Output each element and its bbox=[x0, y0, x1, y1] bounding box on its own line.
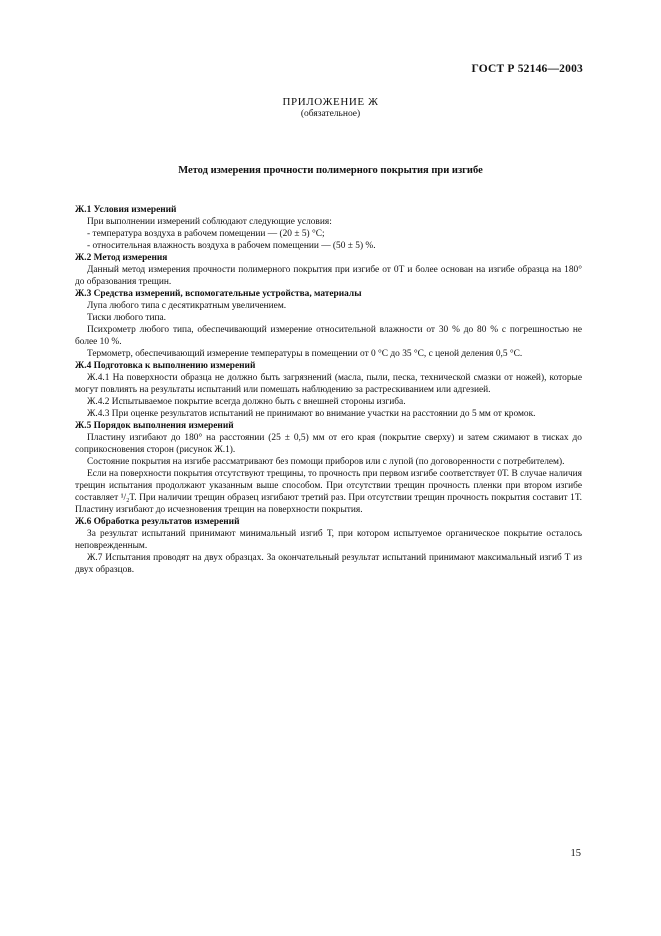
section-title: Метод измерения прочности полимерного покрытия при изгибе bbox=[178, 165, 483, 176]
section-heading: Ж.3 Средства измерений, вспомогательные устройства, материалы bbox=[75, 289, 362, 299]
paragraph: Ж.7 Испытания проводят на двух образцах. За окончательный результат испытаний принимают максимальный изгиб Т из двух образцов. bbox=[75, 553, 582, 575]
document-body bbox=[75, 204, 582, 576]
paragraph: Лупа любого типа с десятикратным увеличением. bbox=[87, 301, 287, 311]
section-heading: Ж.1 Условия измерений bbox=[75, 205, 177, 215]
document-id: ГОСТ Р 52146—2003 bbox=[471, 63, 583, 75]
paragraph: Психрометр любого типа, обеспечивающий измерение относительной влажности от 30 % до 80 % с погрешностью не более 10 %. bbox=[75, 325, 582, 347]
paragraph: Если на поверхности покрытия отсутствуют трещины, то прочность при первом изгибе соответствует 0Т. В случае наличия трещин испытания продолжают указанным выше способом. При отсутствии трещин прочность пленки при втором изгибе составляет ¹/₂Т. При наличии трещин образец изгибают третий раз. При отсутствии трещин прочность покрытия составит 1Т. Пластину изгибают до исчезновения трещин на поверхности покрытия. bbox=[75, 469, 582, 515]
list-item: - относительная влажность воздуха в рабочем помещении — (50 ± 5) %. bbox=[87, 241, 376, 251]
section-heading: Ж.4 Подготовка к выполнению измерений bbox=[75, 361, 256, 371]
paragraph: Состояние покрытия на изгибе рассматривают без помощи приборов или с лупой (по договоренности с потребителем). bbox=[87, 457, 565, 467]
paragraph: Термометр, обеспечивающий измерение температуры в помещении от 0 °С до 35 °С, с ценой деления 0,5 °С. bbox=[87, 349, 523, 359]
paragraph: Ж.4.2 Испытываемое покрытие всегда должно быть с внешней стороны изгиба. bbox=[87, 397, 406, 407]
page-number: 15 bbox=[570, 848, 581, 859]
paragraph: Ж.4.3 При оценке результатов испытаний не принимают во внимание участки на расстоянии до 5 мм от кромок. bbox=[87, 409, 536, 419]
appendix-title: ПРИЛОЖЕНИЕ Ж bbox=[282, 96, 379, 108]
paragraph: За результат испытаний принимают минимальный изгиб Т, при котором испытуемое органическое покрытие осталось неповрежденным. bbox=[75, 529, 582, 551]
section-heading: Ж.6 Обработка результатов измерений bbox=[75, 517, 240, 527]
appendix-heading bbox=[0, 96, 661, 119]
paragraph: Данный метод измерения прочности полимерного покрытия при изгибе от 0Т и более основан на изгибе образца на 180° до образования трещин. bbox=[75, 265, 582, 287]
paragraph: Тиски любого типа. bbox=[87, 313, 167, 323]
section-heading: Ж.5 Порядок выполнения измерений bbox=[75, 421, 234, 431]
list-item: - температура воздуха в рабочем помещении — (20 ± 5) °С; bbox=[87, 229, 325, 239]
paragraph: Ж.4.1 На поверхности образца не должно быть загрязнений (масла, пыли, песка, технической смазки от ножей), которые могут повлиять на результаты испытаний или помешать наблюдению за растрескиванием или адгезией. bbox=[75, 373, 582, 395]
appendix-note: (обязательное) bbox=[300, 109, 361, 119]
paragraph: Пластину изгибают до 180° на расстоянии (25 ± 0,5) мм от его края (покрытие сверху) и затем сжимают в тисках до соприкосновения сторон (рисунок Ж.1). bbox=[75, 433, 582, 455]
section-heading: Ж.2 Метод измерения bbox=[75, 253, 168, 263]
paragraph: При выполнении измерений соблюдают следующие условия: bbox=[87, 217, 332, 227]
